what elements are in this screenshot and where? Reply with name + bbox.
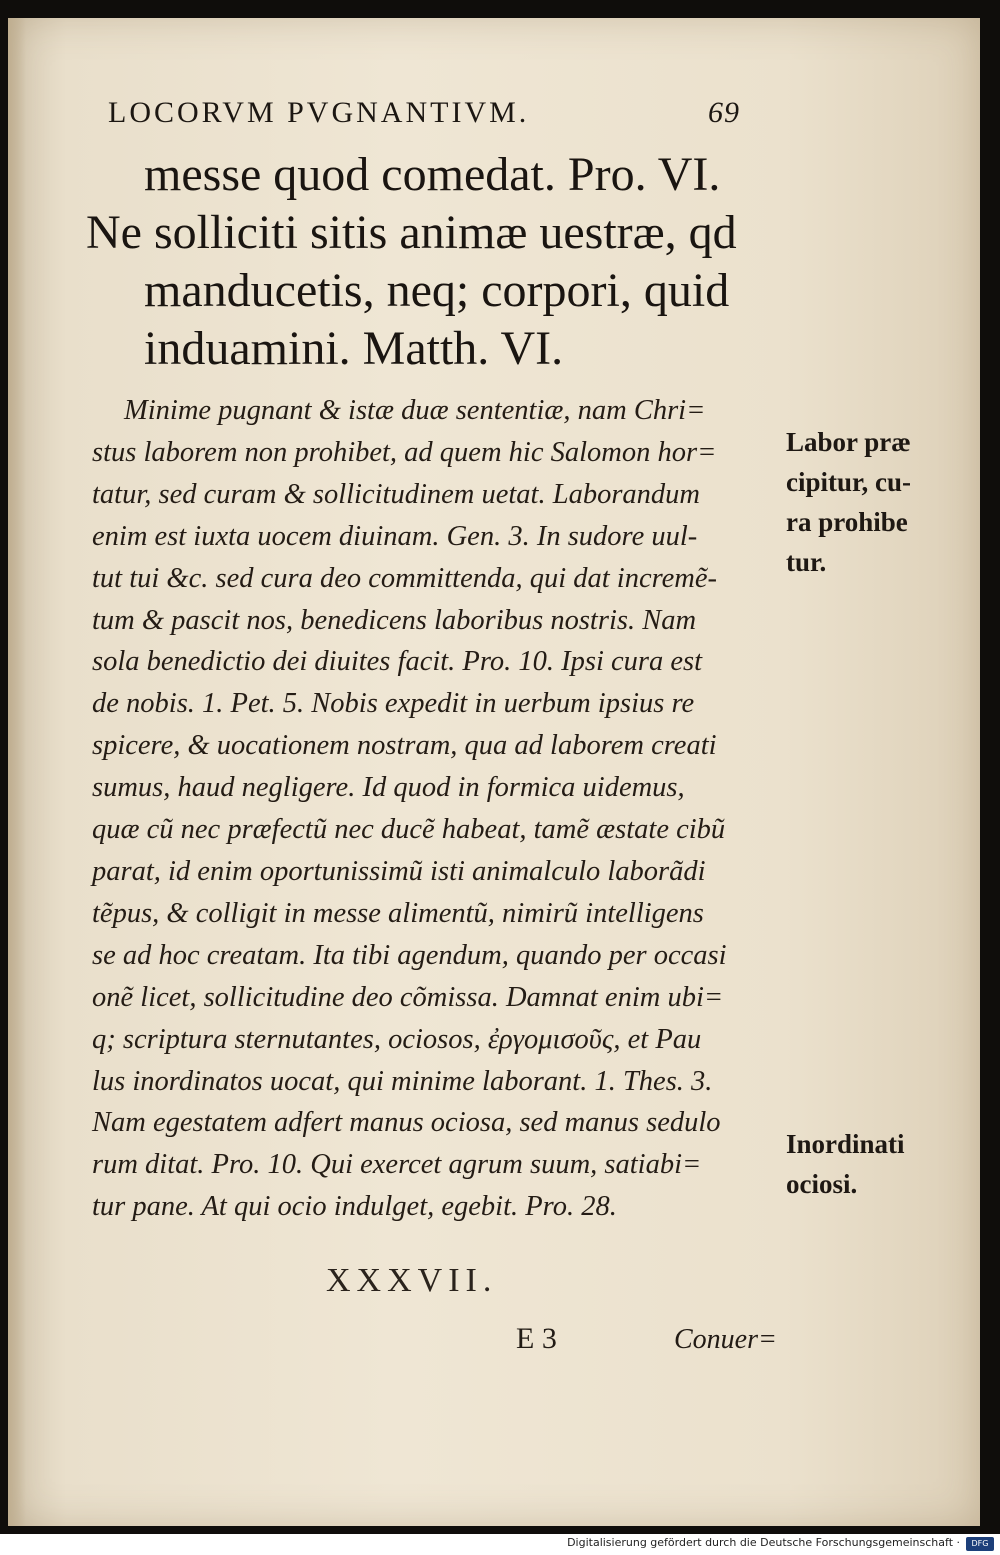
footer-credit: Digitalisierung gefördert durch die Deutsche Forschungsgemeinschaft · — [567, 1536, 960, 1549]
margin-note-line: ociosi. — [786, 1169, 858, 1199]
body-line: q; scriptura sternutantes, ociosos, ἐργομισοῦς, et Pau — [92, 1023, 702, 1055]
verse-block — [86, 146, 806, 378]
margin-note-labor — [786, 422, 956, 582]
body-line: spicere, & uocationem nostram, qua ad laborem creati — [92, 730, 717, 762]
margin-note-line: Inordinati — [786, 1129, 905, 1159]
body-line: Nam egestatem adfert manus ociosa, sed manus sedulo — [92, 1107, 721, 1139]
running-head-title: LOCORVM PVGNANTIVM. — [108, 96, 530, 129]
verse-line: manducetis, neq; corpori, quid — [144, 264, 730, 317]
catchword: Conuer= — [674, 1324, 777, 1355]
verse-line: Ne solliciti sitis animæ uestræ, qd — [86, 206, 737, 259]
body-line: parat, id enim oportunissimũ isti animalculo laborãdi — [92, 855, 706, 887]
signature-mark: E 3 — [516, 1322, 557, 1355]
book-page — [8, 18, 980, 1526]
verse-line: messe quod comedat. Pro. VI. — [144, 148, 721, 201]
digitization-footer — [0, 1534, 1000, 1555]
body-line: se ad hoc creatam. Ita tibi agendum, quando per occasi — [92, 939, 727, 971]
margin-note-inordinati — [786, 1124, 956, 1204]
margin-note-line: tur. — [786, 547, 827, 577]
body-line: quæ cũ nec præfectũ nec ducẽ habeat, tamẽ æstate cibũ — [92, 814, 726, 846]
body-line: tur pane. At qui ocio indulget, egebit. Pro. 28. — [92, 1191, 617, 1223]
body-line: rum ditat. Pro. 10. Qui exercet agrum suum, satiabi= — [92, 1149, 702, 1181]
body-line: tut tui &c. sed cura deo committenda, qui dat incremẽ- — [92, 562, 718, 594]
dfg-logo-icon: DFG — [966, 1537, 994, 1551]
verse-line: induamini. Matth. VI. — [144, 322, 564, 375]
body-line: stus laborem non prohibet, ad quem hic Salomon hor= — [92, 436, 717, 468]
body-line: tẽpus, & colligit in messe alimentũ, nimirũ intelligens — [92, 897, 704, 929]
page-gutter-shadow — [8, 18, 26, 1526]
body-line: sumus, haud negligere. Id quod in formica uidemus, — [92, 772, 685, 804]
running-head — [108, 96, 768, 130]
section-number: XXXVII. — [326, 1262, 498, 1299]
body-line: lus inordinatos uocat, qui minime laborant. 1. Thes. 3. — [92, 1065, 713, 1097]
margin-note-line: ra prohibe — [786, 507, 908, 537]
body-line: enim est iuxta uocem diuinam. Gen. 3. In sudore uul- — [92, 520, 698, 552]
body-paragraph — [92, 390, 782, 1228]
body-line: tum & pascit nos, benedicens laboribus nostris. Nam — [92, 604, 697, 636]
margin-note-line: cipitur, cu- — [786, 467, 912, 497]
body-line: Minime pugnant & istæ duæ sententiæ, nam Chri= — [124, 395, 706, 426]
body-line: de nobis. 1. Pet. 5. Nobis expedit in uerbum ipsius re — [92, 688, 695, 720]
body-line: sola benedictio dei diuites facit. Pro. 10. Ipsi cura est — [92, 646, 703, 678]
body-line: tatur, sed curam & sollicitudinem uetat. Laborandum — [92, 478, 700, 510]
margin-note-line: Labor præ — [786, 427, 911, 457]
body-line: onẽ licet, sollicitudine deo cõmissa. Damnat enim ubi= — [92, 981, 724, 1013]
page-number: 69 — [708, 96, 740, 129]
